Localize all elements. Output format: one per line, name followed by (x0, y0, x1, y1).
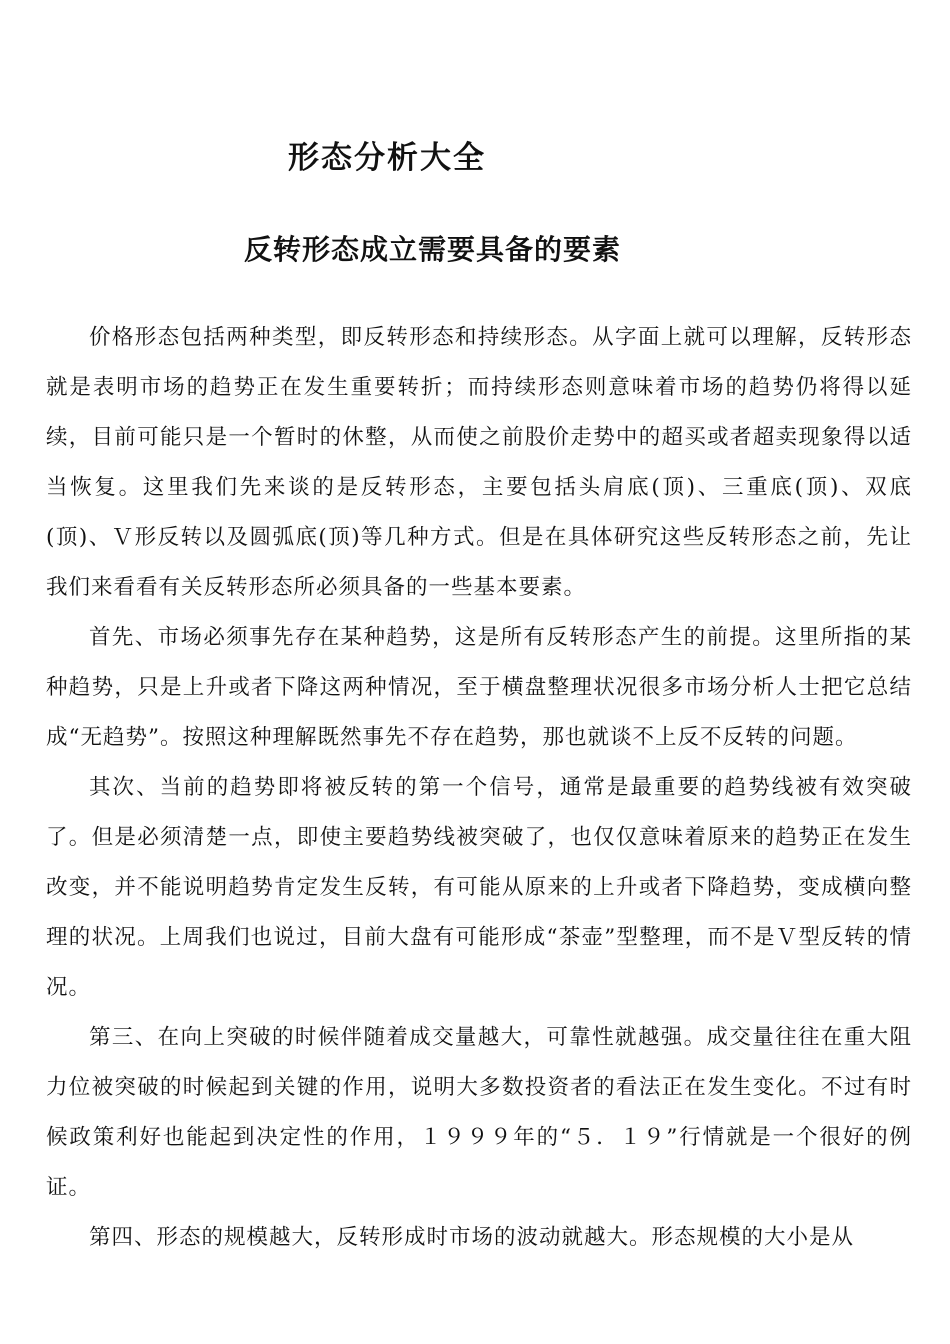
paragraph-second-point: 其次、当前的趋势即将被反转的第一个信号，通常是最重要的趋势线被有效突破了。但是必须清楚一点，即使主要趋势线被突破了，也仅仅意味着原来的趋势正在发生改变，并不能说明趋势肯定发生反转，有可能从原来的上升或者下降趋势，变成横向整理的状况。上周我们也说过，目前大盘有可能形成“茶壶”型整理，而不是Ｖ型反转的情况。 (46, 775, 912, 1000)
document-body (46, 313, 912, 1263)
paragraph-fourth-point: 第四、形态的规模越大，反转形成时市场的波动就越大。形态规模的大小是从 (89, 1225, 855, 1250)
paragraph-intro: 价格形态包括两种类型，即反转形态和持续形态。从字面上就可以理解，反转形态就是表明市场的趋势正在发生重要转折；而持续形态则意味着市场的趋势仍将得以延续，目前可能只是一个暂时的休整，从而使之前股价走势中的超买或者超卖现象得以适当恢复。这里我们先来谈的是反转形态，主要包括头肩底(顶)、三重底(顶)、双底(顶)、Ｖ形反转以及圆弧底(顶)等几种方式。但是在具体研究这些反转形态之前，先让我们来看看有关反转形态所必须具备的一些基本要素。 (46, 325, 912, 600)
paragraph-third-point: 第三、在向上突破的时候伴随着成交量越大，可靠性就越强。成交量往往在重大阻力位被突破的时候起到关键的作用，说明大多数投资者的看法正在发生变化。不过有时候政策利好也能起到决定性的作用，１９９９年的“５．１９”行情就是一个很好的例证。 (46, 1025, 912, 1200)
document-title: 形态分析大全 (288, 140, 486, 176)
section-heading: 反转形态成立需要具备的要素 (244, 233, 622, 266)
paragraph-first-point: 首先、市场必须事先存在某种趋势，这是所有反转形态产生的前提。这里所指的某种趋势，只是上升或者下降这两种情况，至于横盘整理状况很多市场分析人士把它总结成“无趋势”。按照这种理解既然事先不存在趋势，那也就谈不上反不反转的问题。 (46, 625, 912, 750)
